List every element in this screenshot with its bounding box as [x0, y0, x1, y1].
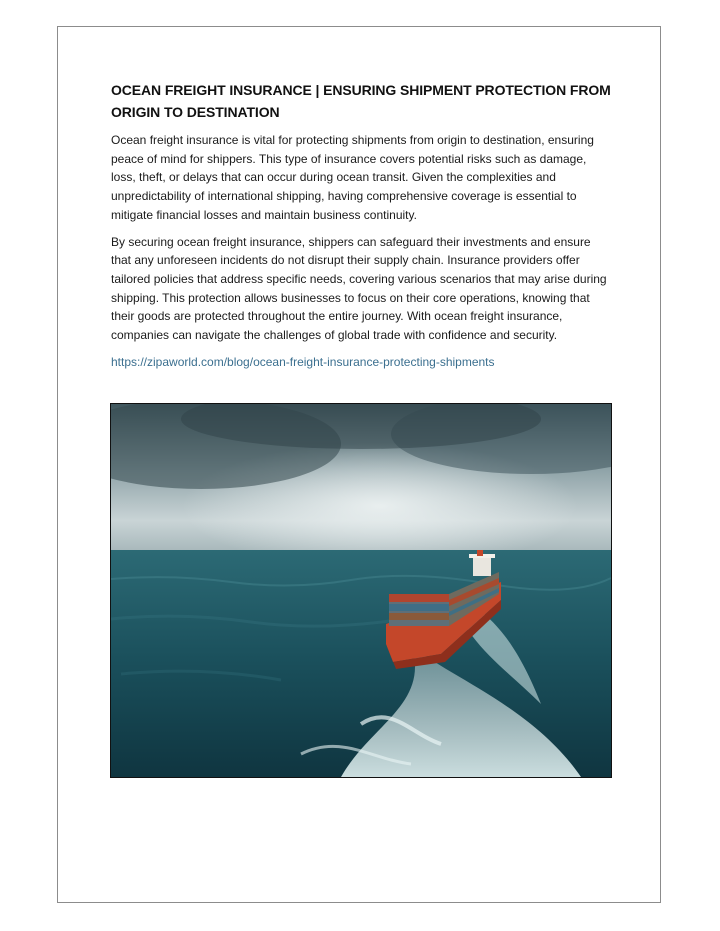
document-page [57, 26, 661, 903]
document-title: OCEAN FREIGHT INSURANCE | ENSURING SHIPMENT PROTECTION FROM ORIGIN TO DESTINATION [111, 82, 611, 120]
cargo-ship-photo [110, 403, 612, 778]
paragraph-2: By securing ocean freight insurance, shippers can safeguard their investments and ensure that any unforeseen incidents do not disrupt their supply chain. Insurance providers offer tailored policies that address specific needs, covering various scenarios that may arise during shipping. This protection allows businesses to focus on their core operations, knowing that their goods are protected throughout the entire journey. With ocean freight insurance, companies can navigate the challenges of global trade with confidence and security. [111, 234, 607, 343]
ship-bridge [473, 556, 491, 576]
document-body [111, 79, 611, 371]
ship-illustration [111, 404, 611, 777]
paragraph-1: Ocean freight insurance is vital for protecting shipments from origin to destination, ensuring peace of mind for shippers. This type of insurance covers potential risks such as damage, loss, theft, or delays that can occur during ocean transit. Given the complexities and unpredictability of international shipping, having comprehensive coverage is essential to mitigate financial losses and maintain business continuity. [111, 133, 594, 222]
source-link[interactable]: https://zipaworld.com/blog/ocean-freight-insurance-protecting-shipments [111, 354, 495, 369]
